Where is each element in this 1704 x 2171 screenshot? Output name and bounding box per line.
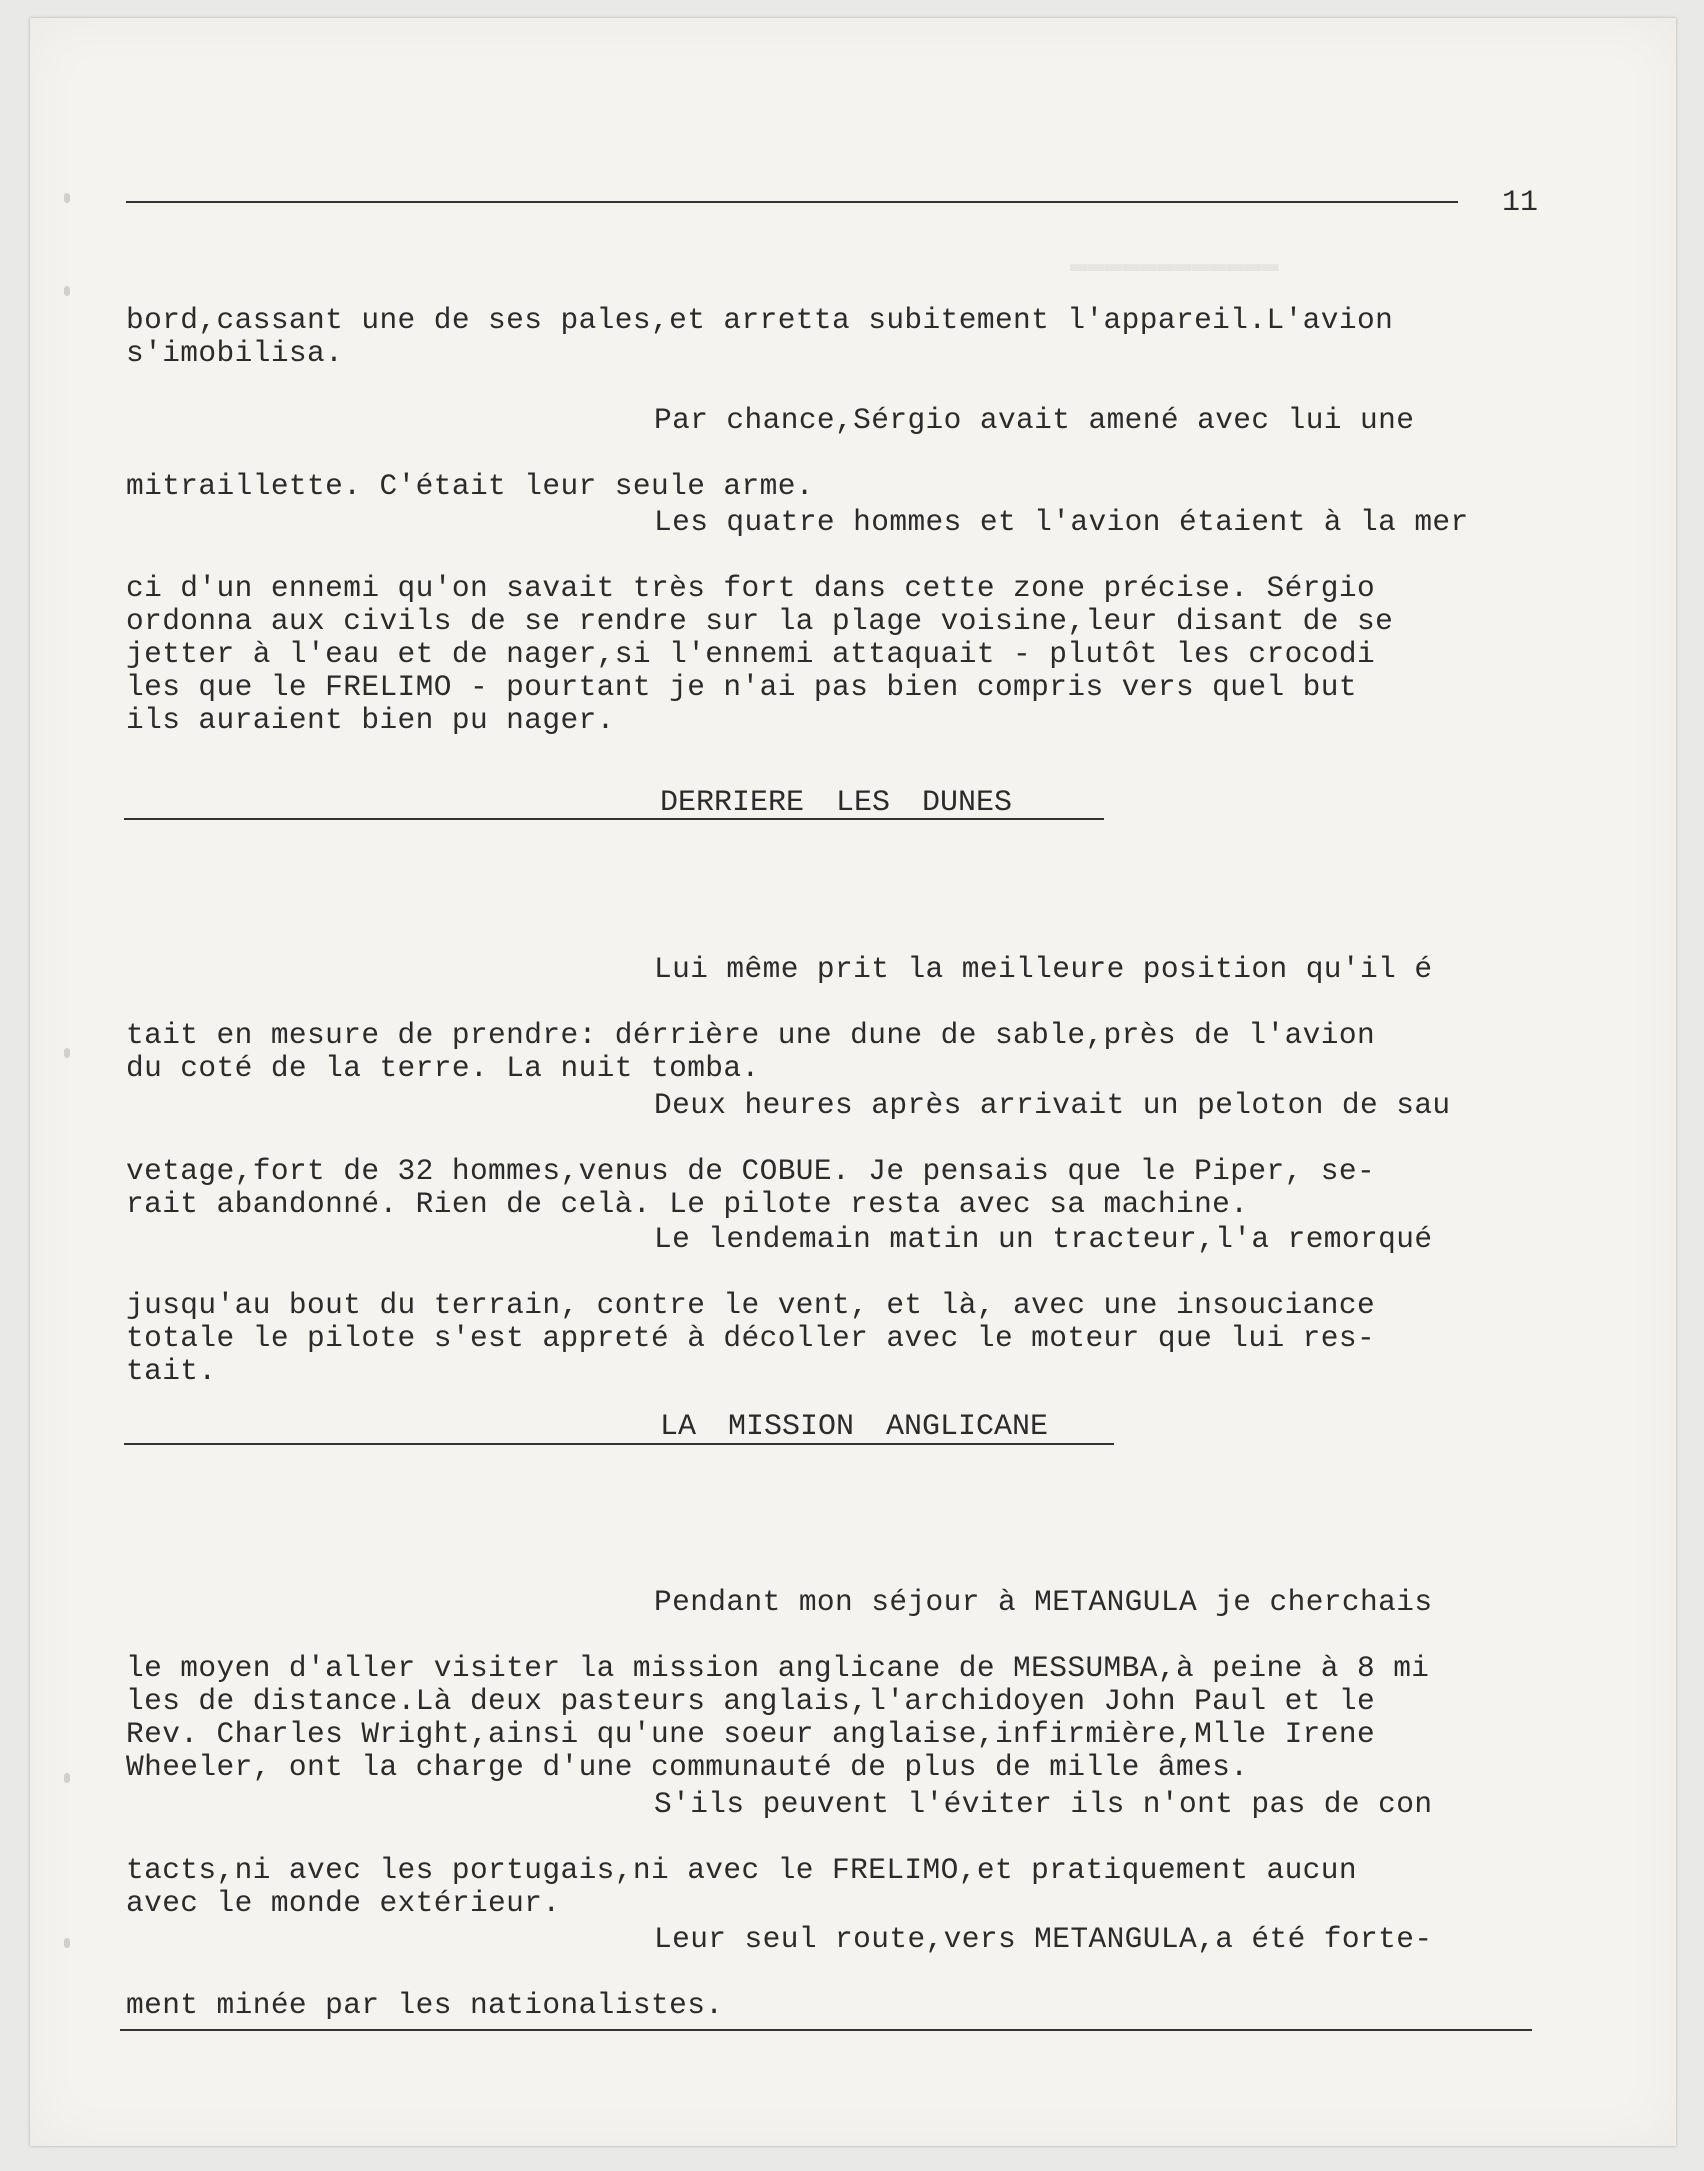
paragraph-text: ci d'un ennemi qu'on savait très fort dans cette zone précise. Sérgio ordonna aux civils de se rendre sur la plage voisine,leur disant de se jetter à l'eau et de nager,si l'ennemi attaquait - plutôt les crocodi les que le FRELIMO - pourtant je n'ai pas bien compris vers quel but ils auraient bien pu nager. (126, 571, 1394, 737)
paragraph-text: vetage,fort de 32 hommes,venus de COBUE. Je pensais que le Piper, se- rait abandonné. Rien de celà. Le pilote resta avec sa machine. (126, 1154, 1376, 1221)
bleed-through-text: ▬▬▬▬▬▬▬▬▬▬▬▬ (1070, 248, 1279, 281)
paragraph-first-line: Par chance,Sérgio avait amené avec lui une (654, 403, 1415, 437)
paragraph (126, 271, 1538, 370)
punch-hole (64, 1938, 70, 1948)
paragraph-text: jusqu'au bout du terrain, contre le vent, et là, avec une insouciance totale le pilote s'est appreté à décoller avec le moteur que lui res- tait. (126, 1288, 1376, 1388)
header-rule (126, 201, 1458, 203)
punch-hole (64, 286, 70, 296)
paragraph-first-line: Pendant mon séjour à METANGULA je cherchais (654, 1585, 1433, 1619)
punch-hole (64, 1048, 70, 1058)
paragraph-first-line: Deux heures après arrivait un peloton de sau (654, 1088, 1451, 1122)
punch-hole (64, 193, 70, 203)
section-heading-mission (124, 1410, 1114, 1450)
paragraph-text: le moyen d'aller visiter la mission anglicane de MESSUMBA,à peine à 8 mi les de distance.Là deux pasteurs anglais,l'archidoyen John Paul et le Rev. Charles Wright,ainsi qu'une soeur anglaise,infirmière,Mlle Irene Wheeler, ont la charge d'une communauté de plus de mille âmes. (126, 1651, 1430, 1784)
footer-rule (120, 2029, 1532, 2031)
paragraph (126, 473, 1538, 737)
paragraph-text: tait en mesure de prendre: dérrière une dune de sable,près de l'avion du coté de la terre. La nuit tomba. (126, 1018, 1376, 1085)
paragraph-first-line: Leur seul route,vers METANGULA,a été forte- (654, 1922, 1433, 1956)
heading-text: LA MISSION ANGLICANE (660, 1410, 1049, 1444)
paragraph (126, 1890, 1538, 2022)
paragraph-first-line: Les quatre hommes et l'avion étaient à la mer (654, 505, 1469, 539)
document-page (30, 18, 1676, 2146)
paragraph-text: tacts,ni avec les portugais,ni avec le FRELIMO,et pratiquement aucun avec le monde extérieur. (126, 1853, 1357, 1920)
punch-hole (64, 1773, 70, 1783)
paragraph (126, 1190, 1538, 1388)
paragraph-text: ment minée par les nationalistes. (126, 1988, 724, 2022)
paragraph-text: bord,cassant une de ses pales,et arretta subitement l'appareil.L'avion s'imobilisa. (126, 303, 1394, 370)
paragraph (126, 1553, 1538, 1784)
section-heading-dunes (124, 786, 1104, 826)
page-number: 11 (1502, 186, 1539, 220)
paragraph-first-line: Lui même prit la meilleure position qu'il é (654, 952, 1433, 986)
heading-text: DERRIERE LES DUNES (660, 786, 1013, 820)
paragraph-first-line: S'ils peuvent l'éviter ils n'ont pas de con (654, 1787, 1433, 1821)
paragraph-text: mitraillette. C'était leur seule arme. (126, 469, 814, 503)
paragraph-first-line: Le lendemain matin un tracteur,l'a remorqué (654, 1222, 1433, 1256)
